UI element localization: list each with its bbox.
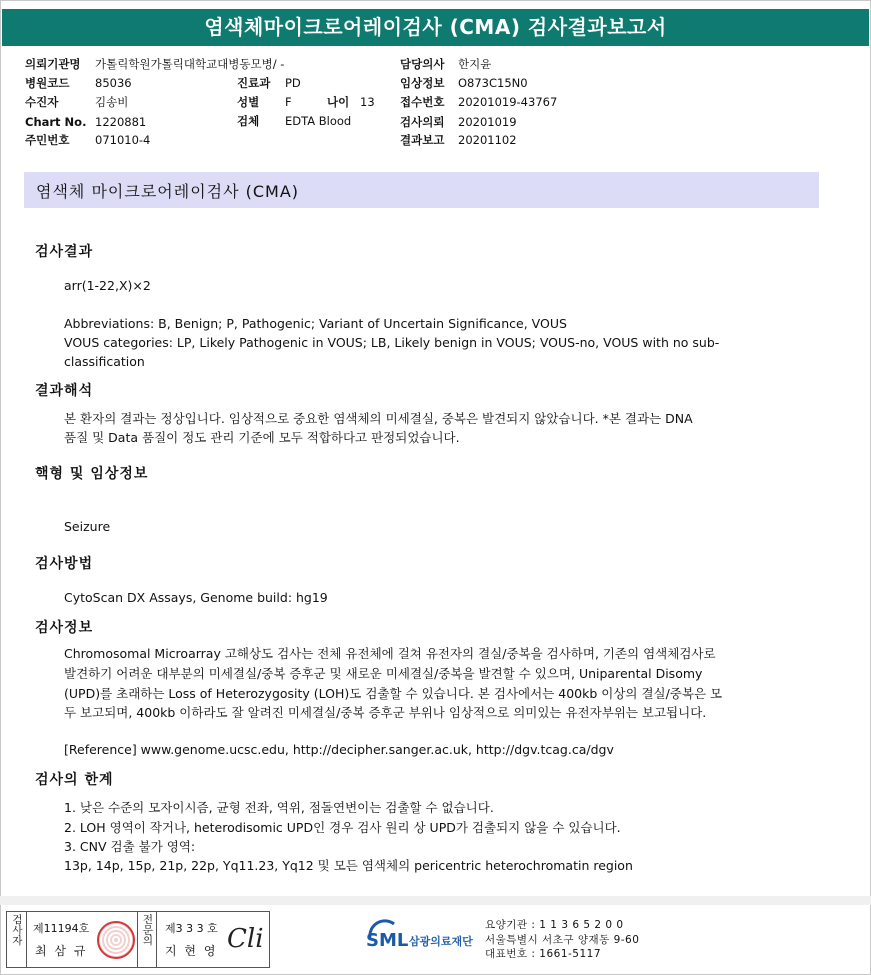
reference-line: [Reference] www.genome.ucsc.edu, http://decipher.sanger.ac.uk, http://dgv.tcag.ca/dgv [64,742,614,757]
specimen-value: EDTA Blood [285,114,352,128]
examiner-name: 최 삼 규 [35,944,88,958]
specimen-label: 검체 [237,114,260,128]
interpretation-heading: 결과해석 [35,383,94,399]
test-info-line-3: (UPD)를 초래하는 Loss of Heterozygosity (LOH)도 검출할 수 있습니다. 본 검사에서는 400kb 이상의 결실/중복은 모 [64,686,723,701]
clinical-heading: 핵형 및 임상정보 [35,466,149,482]
dept-label: 진료과 [237,76,271,90]
report-title: 염색체마이크로어레이검사 (CMA) 검사결과보고서 [2,9,869,46]
org-info [485,918,639,962]
abbrev-line-1: Abbreviations: B, Benign; P, Pathogenic; Variant of Uncertain Significance, VOUS [64,316,567,331]
doctor-value: 한지윤 [458,57,492,71]
report-date-label: 결과보고 [400,133,445,147]
limits-item-3: 3. CNV 검출 불가 영역: [64,839,196,854]
examiner-seal-icon [97,921,135,959]
rrn-label: 주민번호 [25,133,70,147]
org-line-2: 서울특별시 서초구 양재동 9-60 [485,933,640,946]
dept-value: PD [285,76,301,90]
clinical-info-value: O873C15N0 [458,76,528,90]
test-info-line-4: 두 보고되며, 400kb 이하라도 잘 알려진 미세결실/중복 증후군 부위나 임상적으로 의미있는 유전자부위는 보고됩니다. [64,705,707,720]
limits-item-1: 1. 낮은 수준의 모자이시즘, 균형 전좌, 역위, 점돌연변이는 검출할 수 없습니다. [64,800,494,815]
limits-item-2: 2. LOH 영역이 작거나, heterodisomic UPD인 경우 검사 원리 상 UPD가 검출되지 않을 수 있습니다. [64,820,621,835]
sex-label: 성별 [237,95,260,109]
interpretation-line-1: 본 환자의 결과는 정상입니다. 임상적으로 중요한 염색체의 미세결실, 중복은 발견되지 않았습니다. *본 결과는 DNA [64,411,693,426]
test-info-line-1: Chromosomal Microarray 고해상도 검사는 전체 유전체에 걸쳐 유전자의 결실/중복을 검사하며, 기존의 염색체검사로 [64,646,716,661]
logo-org: 삼광의료재단 [409,935,473,948]
examiner-number: 제11194호 [33,922,90,935]
request-value: 20201019 [458,115,517,129]
method-heading: 검사방법 [35,556,94,572]
examiner-vertical-text: 검사자 [11,914,23,946]
hospital-code-value: 85036 [95,76,132,90]
institution-label: 의뢰기관명 [25,57,81,71]
interpretation-line-2: 품질 및 Data 품질이 정도 관리 기준에 모두 적합하다고 판정되었습니다. [64,430,460,445]
footer-divider [0,896,871,905]
clinical-info-label: 임상정보 [400,76,445,90]
patient-label: 수진자 [25,95,59,109]
age-value: 13 [360,95,375,109]
method-text: CytoScan DX Assays, Genome build: hg19 [64,590,328,605]
limits-heading: 검사의 한계 [35,772,114,788]
specialist-name: 지 현 영 [165,944,218,958]
limits-item-4: 13p, 14p, 15p, 21p, 22p, Yq11.23, Yq12 및 모든 염색체의 pericentric heterochromatin region [64,858,633,873]
band-title: 염색체 마이크로어레이검사 (CMA) [36,182,300,201]
karyotype-text: arr(1-22,X)×2 [64,278,151,293]
results-heading: 검사결과 [35,244,94,260]
age-label: 나이 [327,95,350,109]
doctor-label: 담당의사 [400,57,445,71]
sml-logo [366,918,478,958]
receipt-value: 20201019-43767 [458,95,558,109]
test-info-heading: 검사정보 [35,620,94,636]
test-info-line-2: 발견하기 어려운 대부분의 미세결실/중복 증후군 및 새로운 미세결실/중복을 발견할 수 있으며, Uniparental Disomy [64,666,703,681]
chart-value: 1220881 [95,115,147,129]
receipt-label: 접수번호 [400,95,445,109]
signature-mark: Cli [227,924,264,954]
specialist-vertical-label [137,912,157,967]
logo-text: SML [366,930,409,951]
rrn-value: 071010-4 [95,133,151,147]
abbrev-line-3: classification [64,354,145,369]
specialist-vertical-text: 전문의 [141,914,154,946]
sex-value: F [285,95,292,109]
org-line-1: 요양기관 : 1 1 3 6 5 2 0 0 [485,919,624,931]
org-line-3: 대표번호 : 1661-5117 [485,948,602,960]
hospital-code-label: 병원코드 [25,76,70,90]
examiner-vertical-label [7,912,27,967]
clinical-text: Seizure [64,519,111,534]
report-date-value: 20201102 [458,133,517,147]
abbrev-line-2: VOUS categories: LP, Likely Pathogenic in VOUS; LB, Likely benign in VOUS; VOUS-no, VOUS with no sub- [64,335,720,350]
institution-value: 가톨릭학원가톨릭대학교대병동모병/ - [95,57,285,71]
specialist-number: 제3 3 3 호 [165,922,218,935]
patient-value: 김송비 [95,95,129,109]
signature-box [6,911,270,968]
sml-logo-icon [366,918,478,954]
request-label: 검사의뢰 [400,115,445,129]
section-band [24,172,819,208]
chart-label: Chart No. [25,115,87,129]
